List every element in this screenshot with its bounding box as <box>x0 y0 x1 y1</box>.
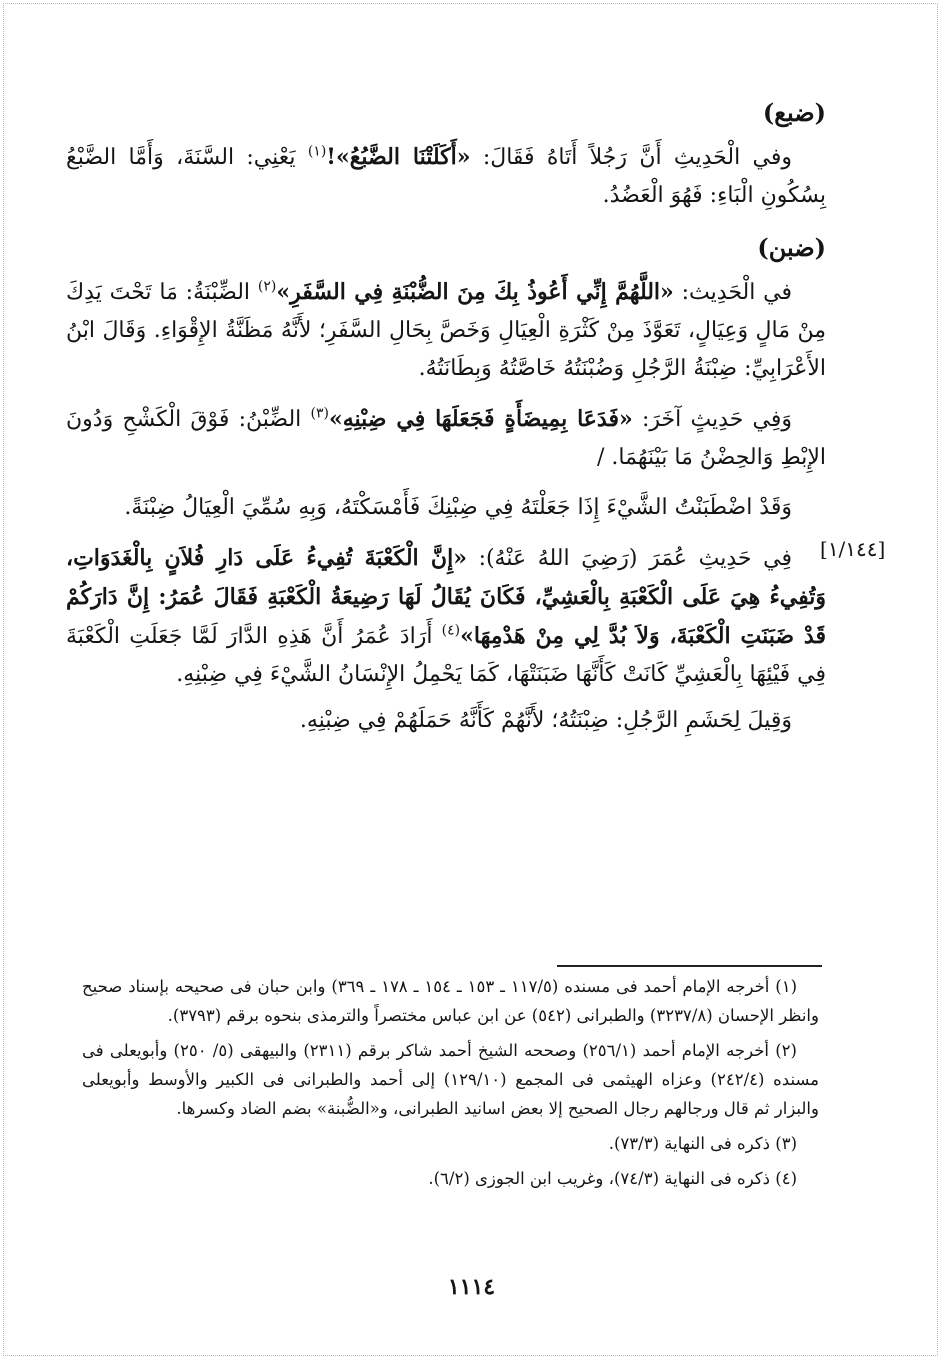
main-text <box>66 92 826 752</box>
paragraph-text: في الْحَدِيث: <box>673 280 793 305</box>
paragraph-text: أَرَادَ عُمَرُ أَنَّ هَذِهِ الدَّارَ لَمَّا جَعَلَتِ الْكَعْبَةَ فِي فَيْئِهَا بِالْعَشِيِّ كَانَتْ كَأَنَّهَا ضَبَنَتْهَا، كَمَا يَحْمِلُ الإِنْسَانُ الشَّيْءَ فِي ضِبْنِهِ. <box>66 624 826 687</box>
paragraph-text: فِي حَدِيثِ عُمَرَ (رَضِيَ اللهُ عَنْهُ): <box>466 546 792 571</box>
paragraph-text: الضِّبْنَةُ: مَا تَحْتَ يَدِكَ مِنْ مَالٍ وَعِيَالٍ، تَعَوَّذَ مِنْ كَثْرَةِ الْعِيَالِ وَخَصَّ بِحَالِ السَّفَرِ؛ لأَنَّهُ مَظَنَّةُ الإِقْوَاءِ. وَقَالَ ابْنُ الأَعْرَابِيِّ: ضِبْنَةُ الرَّجُلِ وَضُبْنَتُهُ خَاصَّتُهُ وَبِطَانَتُهُ. <box>66 280 826 381</box>
paragraph <box>66 400 826 477</box>
footnote-ref: (٣) <box>310 405 329 422</box>
footnote: (٢) أخرجه الإمام أحمد (٢٥٦/١) وصححه الشيخ أحمد شاكر برقم (٢٣١١) والبيهقى (٥/ ٢٥٠) وأبويعلى فى مسنده (٢٤٢/٤) وعزاه الهيثمى فى المجمع (١٢٩/١٠) إلى أحمد والطبرانى فى الكبير والأوسط وأبويعلى والبزار ثم قال ورجالهم رجال الصحيح إلا بعض اسانيد الطبرانى، و«الضُّبنة» بضم الضاد وكسرها. <box>82 1041 820 1118</box>
entry-heading-dabn: (ضبن) <box>757 233 826 262</box>
footnote-ref: (٤) <box>441 622 461 639</box>
footnote: (٤) ذكره فى النهاية (٧٤/٣)، وغريب ابن الجوزى (٦/٢). <box>428 1169 797 1188</box>
footnote: (١) أخرجه الإمام أحمد فى مسنده (١١٧/٥ ـ ١٥٣ ـ ١٥٤ ـ ١٧٨ ـ ٣٦٩) وابن حبان فى صحيحه بإسناد صحيح وانظر الإحسان (٣٢٣٧/٨) والطبرانى (٥٤٢) عن ابن عباس مختصراً والترمذى بنحوه برقم (٣٧٩٣). <box>82 977 819 1025</box>
hadith-quote: «إِنَّ الْكَعْبَةَ تُفِيءُ عَلَى دَارِ فُلاَنٍ بِالْغَدَوَاتِ، وَتُفِيءُ هِيَ عَلَى الْكَعْبَةِ بِالْعَشِيِّ، فَكَانَ يُقَالُ لَهَا رَضِيعَةُ الْكَعْبَةِ فَقَالَ عُمَرُ: إِنَّ دَارَكُمْ قَدْ ضَبَنَتِ الْكَعْبَةَ، وَلاَ بُدَّ لِي مِنْ هَدْمِهَا» <box>66 545 826 649</box>
paragraph-text: وَقِيلَ لِحَشَمِ الرَّجُلِ: ضِبْنَتُهُ؛ لأَنَّهُمْ كَأَنَّهُ حَمَلَهُمْ فِي ضِبْنِهِ. <box>299 708 792 733</box>
marginal-page-reference: [١/١٤٤] <box>820 537 886 561</box>
hadith-quote: «فَدَعَا بِمِيضَأَةٍ فَجَعَلَهَا فِي ضِبْنِهِ» <box>328 406 633 432</box>
paragraph-text: الضِّبْنُ: فَوْقَ الْكَشْحِ وَدُونَ الإِبْطِ وَالحِضْنُ مَا بَيْنَهُمَا. / <box>66 407 826 470</box>
page-number: ١١١٤ <box>447 1274 496 1300</box>
paragraph <box>66 273 826 388</box>
footnote-ref: (٢) <box>257 278 277 295</box>
paragraph-text: يَعْنِي: السَّنَةَ، وَأَمَّا الضَّبْعُ بِسُكُونِ الْبَاءِ: فَهُوَ الْعَضُدُ. <box>66 145 826 208</box>
footnote-ref: (١) <box>307 143 327 160</box>
footnotes <box>82 972 819 1199</box>
hadith-quote: «أَكَلَتْنَا الضَّبُعُ»! <box>326 144 471 170</box>
footnote: (٣) ذكره فى النهاية (٧٣/٣). <box>608 1134 797 1153</box>
paragraph-text: وَفِي حَدِيثٍ آخَرَ: <box>632 407 793 432</box>
paragraph-text: وفي الْحَدِيثِ أَنَّ رَجُلاً أَتَاهُ فَقَالَ: <box>470 145 792 170</box>
paragraph-text: وَقَدْ اضْطَبَنْتُ الشَّيْءَ إِذَا جَعَلْتَهُ فِي ضِبْنِكَ فَأَمْسَكْتَهُ، وَبِهِ سُمِّيَ الْعِيَالُ ضِبْنَةً. <box>124 495 792 520</box>
footnote-divider <box>557 965 822 967</box>
hadith-quote: «اللَّهُمَّ إِنِّي أَعُوذُ بِكَ مِنَ الضُّبْنَةِ فِي السَّفَرِ» <box>276 279 674 305</box>
entry-heading-dabʿ: (ضبع) <box>762 98 826 127</box>
paragraph <box>66 138 826 215</box>
paragraph <box>66 702 826 740</box>
paragraph <box>66 539 826 694</box>
paragraph <box>66 489 826 527</box>
